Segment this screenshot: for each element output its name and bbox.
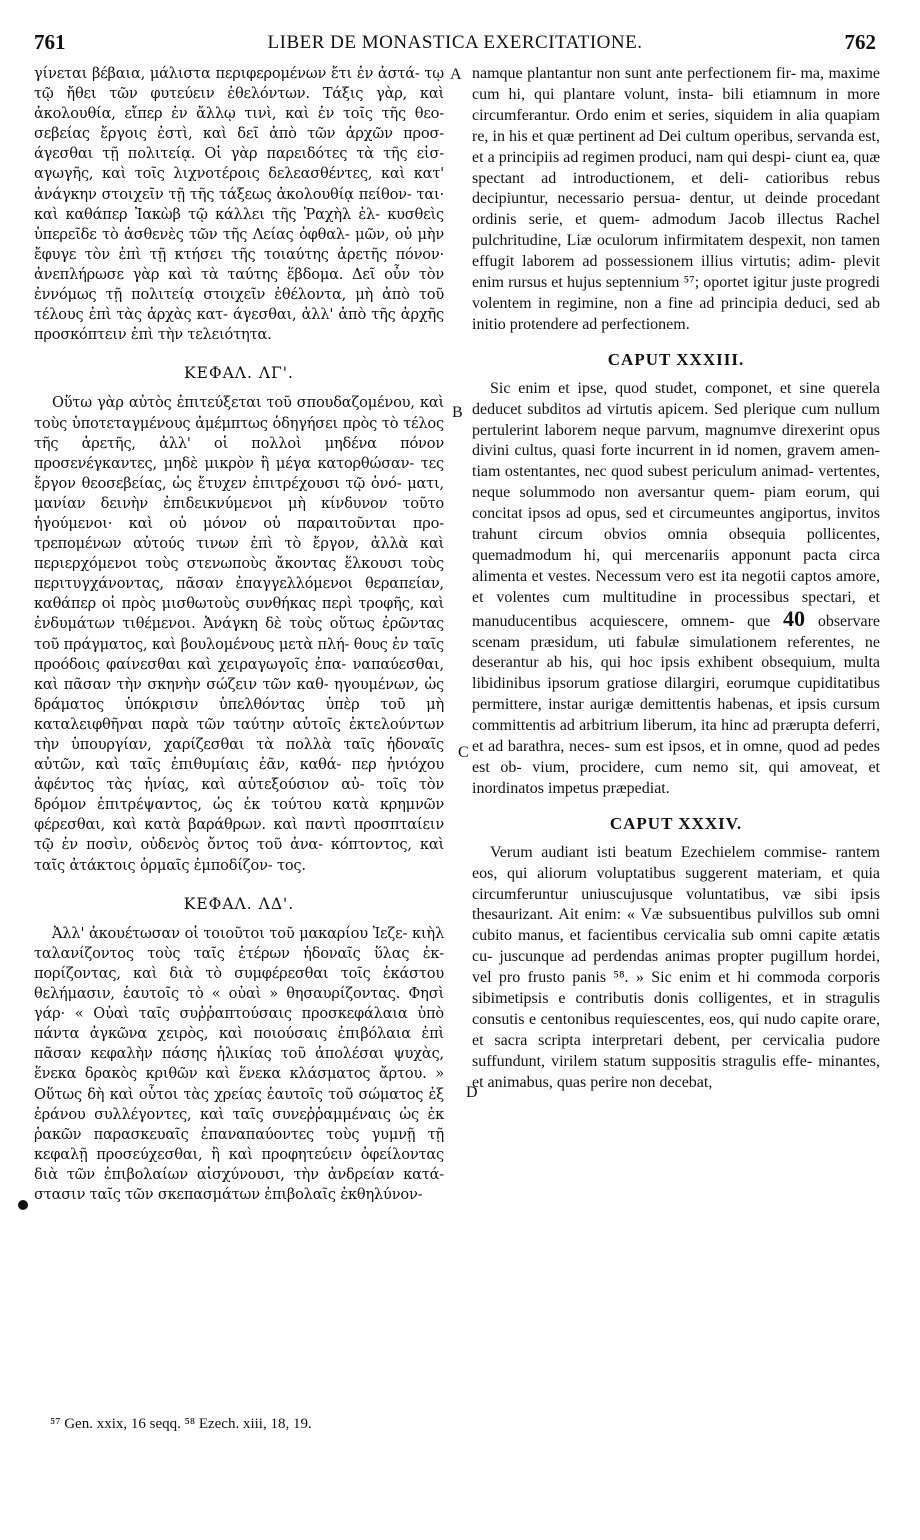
bullet-mark-icon: [18, 1200, 28, 1210]
running-title: LIBER DE MONASTICA EXERCITATIONE.: [267, 32, 643, 53]
latin-paragraph-2: [472, 379, 880, 800]
latin-paragraph-3: Verum audiant isti beatum Ezechielem commise- rantem eos, qui aliorum voluptatibus suggerent materiam, et quia circumferuntur uniuscujusque voluntatibus, væ sibi ipsis thesaurizant. Ait enim: « Væ subsuentibus pulvillos sub omni cubito manus, et facientibus cervicalia sub omni capite ætatis cu- juscunque ad perdendas animas propter pugillum hordei, vel pro frusto panis ⁵⁸. » Sic enim et hi commoda corporis sibimetipsis e contributis donis colligentes, et in stragulis consutis e centonibus requiescentes, eos, qui nudo capite orare, et sacra scripta interpretari debent, per cervicalia pudore suffundunt, virilem statum suppositis stragulis effe- minantes, et animabus, quas perire non decebat,: [472, 843, 880, 1091]
latin-paragraph-2a: Sic enim et ipse, quod studet, componet, et sine querela deducet subditos ad virtutis apicem. Sed plerique cum nullum pertulerint laborem neque parvum, magnumve direxerint opus divini cultus, quasi forte incurrent in id nomen, gravem amen- tiam ostentantes, nec quod subest periculum animad- vertentes, neque solummodo non aversantur quem- piam eorum, qui concitat ipsos ad opus, sed et circumeuntes angiportus, invitos trahunt circum obvios omnia obsequia pollicentes, quemadmodum hi, qui mercenariis apponunt pacta circa alimenta et vestes. Necessum vero est ita negotii captos amore, et volentes cum multitudine in processibus spectari, et manuducentibus acquiescere, omnem- que: [472, 379, 880, 630]
page-number-right: 762: [844, 30, 876, 54]
margin-letter-d: D: [466, 1084, 478, 1101]
margin-letter-a: A: [450, 66, 462, 83]
footnotes: ⁵⁷ Gen. xxix, 16 seqq. ⁵⁸ Ezech. xiii, 18, 19.: [50, 1416, 312, 1432]
page-header: [34, 30, 876, 60]
column-number: 40: [783, 605, 806, 631]
greek-chapter-heading-34: ΚΕΦΑΛ. ΛΔ'.: [183, 894, 295, 913]
greek-column: [34, 64, 444, 1205]
greek-chapter-heading-33: ΚΕΦΑΛ. ΛΓ'.: [184, 364, 294, 383]
latin-paragraph-1: namque plantantur non sunt ante perfectionem fir- ma, maxime cum hi, qui plantare volunt, insta- bili etiamnum in more circumferantur. Ordo enim et series, siquidem in alia quapiam re, in his et quæ pertinent ad Dei cultum operibus, servanda est, et a principiis ad regimen produci, nam qui despi- ciunt ea, quæ spectant ad introductionem, et deli- catioribus rebus decipiuntur, necessario persua- dentur, ut deinde procedant ordinis serie, et quem- admodum Jacob illectus Rachel pulchritudine, Liæ oculorum infirmitatem despexit, non tamen effugit laborem ad possessionem illius virtutis; adim- plevit enim rursus et hujus septennium ⁵⁷; oportet igitur juste progredi volentem in regimine, non a fine ad principia deduci, sed ab initio protendere ad perfectionem.: [472, 65, 880, 333]
latin-chapter-heading-33: CAPUT XXXIII.: [607, 349, 745, 369]
page-number-left: 761: [34, 30, 66, 54]
greek-paragraph-2: Οὕτω γὰρ αὐτὸς ἐπιτεύξεται τοῦ σπουδαζομένου, καὶ τοὺς ὑποτεταγμένους ἀμέμπτως ὁδηγήσει πρὸς τὸ τέλος τῆς ἀρετῆς, ἀλλ' οἱ πολλοὶ μηδένα πόνον προσενέγκαντες, μηδὲ μικρὸν ἢ μέγα κατορθώσαν- τες ἔργον θεοσεβείας, ὡς ἔτυχεν ἐπιτρέχουσι τῷ ὀνό- ματι, μανίαν δεινὴν ἐπιδεικνύμενοι μὴ κίνδυνον τοῦτο ἡγούμενοι· καὶ οὐ μόνον οὐ παραιτοῦνται προ- τρεπομένων αὐτούς τινων ἐπὶ τὸ ἔργον, ἀλλὰ καὶ περιερχόμενοι τοὺς στενωποὺς ἄκοντας ἕλκουσι τοὺς περιτυγχάνοντας, πᾶσαν ἐπαγγελλόμενοι θεραπείαν, καθάπερ οἱ πρὸς μισθωτοὺς συνθήκας περὶ τροφῆς, καὶ ἐνδυμάτων τιθέμενοι. Ἀνάγκη δὲ τοὺς οὕτως ἐρῶντας τοῦ πράγματος, καὶ βουλομένους μετὰ πλή- θους ἐν ταῖς προόδοις φαίνεσθαι καὶ χειραγωγοῖς ἐπα- ναπαύεσθαι, καὶ πᾶσαν τὴν σκηνὴν σώζειν τῶν καθ- ηγουμένων, ὡς δράματος ὑπόκρισιν ὑπελθόντας ὑπὲρ τοῦ μὴ καταλειφθῆναι παρὰ τῶν ταύτην αὐτοῖς ἐκτελούντων τὴν ὑπουργίαν, χαρίζεσθαι τὰ πολλὰ ταῖς ἡδοναῖς αὐτῶν, καὶ ταῖς ἐπιθυμίαις ἐᾶν, καθά- περ ἡνιόχου ἀφέντος τὰς ἡνίας, καὶ αὐτεξούσιον αὐ- τοῖς τὸν δρόμον ἐπιτρέψαντος, ὡς ἐκ τούτου κατὰ κρημνῶν φέρεσθαι, καὶ κατὰ βαράθρων. καὶ παντὶ προσπταίειν τῷ ἐν ποσὶν, οὐδενὸς ὄντος τοῦ ἀνα- κόπτοντος, καὶ ταῖς ἀτάκτοις ὁρμαῖς ἐμποδίζον- τος.: [34, 394, 444, 874]
latin-column: [472, 64, 880, 1094]
latin-chapter-heading-34: CAPUT XXXIV.: [609, 813, 743, 833]
margin-letter-c: C: [458, 744, 469, 761]
margin-letter-b: B: [452, 404, 463, 421]
latin-paragraph-2b: observare scenam præsidum, uti fabulæ simulationem referentes, ne deserantur ab his, qui hoc ipsis exhibent obsequium, multa libidinibus ipsorum gratiose dilargiri, eorumque cupiditatibus permittere, instar aurigæ demittentis habenas, et ipsis cursum committentis ad arbitrium liberum, ita hinc ad prærupta deferri, et ad barathra, neces- sum est ipsos, et in omne, quod ad pedes est ob- vium, procidere, cum nemo sit, qui amoveat, et inordinatos impetus præpediat.: [472, 612, 880, 797]
greek-paragraph-1: γίνεται βέβαια, μάλιστα περιφερομένων ἔτι ἐν ἀστά- τῳ τῷ ἤθει τῶν φυτεύειν ἐθελόντων. Τάξις γὰρ, καὶ ἀκολουθία, εἴπερ ἐν ἄλλῳ τινὶ, καὶ ἐν τοῖς τῆς θεο- σεβείας ἔργοις ἐστὶ, καὶ δεῖ ἀπὸ τῶν ἀρχῶν προσ- άγεσθαι τῇ πολιτείᾳ. Οἱ γὰρ παρειδότες τὰ τῆς εἰσ- αγωγῆς, καὶ τοῖς λιχνοτέροις δελεασθέντες, καὶ κατ' ἀνάγκην στοιχεῖν τῇ τῆς τάξεως ἀκολουθίᾳ πείθον- ται· καὶ καθάπερ Ἰακὼβ τῷ κάλλει τῆς Ῥαχὴλ ἐλ- κυσθεὶς ὑπερεῖδε τὸ ἀσθενὲς τῶν τῆς Λείας ὀφθαλ- μῶν, οὐ μὴν ἔφυγε τὸν ἐπὶ τῇ κτήσει τῆς τοιαύτης ἀρετῆς πόνον· ἀνεπλήρωσε γὰρ καὶ τὰ ταύτης ἕβδομα. Δεῖ οὖν τὸν ἐννόμως τῇ πολιτείᾳ στοιχεῖν ἐθέλοντα, μὴ ἀπὸ τοῦ τέλους ἐπὶ τὰς ἀρχὰς κατ- άγεσθαι, ἀλλ' ἀπὸ τῆς ἀρχῆς προσκόπτειν ἐπὶ τὴν τελειότητα.: [34, 65, 444, 344]
greek-paragraph-3: Ἀλλ' ἀκουέτωσαν οἱ τοιοῦτοι τοῦ μακαρίου Ἰεζε- κιὴλ ταλανίζοντος τοὺς ταῖς ἑτέρων ἡδοναῖς ὕλας ἐκ- πορίζοντας, καὶ διὰ τὸ συμφέρεσθαι τοῖς ἑκάστου θελήμασιν, ἑαυτοῖς τὸ « οὐαὶ » θησαυρίζοντας. Φησὶ γάρ· « Οὐαὶ ταῖς συῤῥαπτούσαις προσκεφάλαια ὑπὸ πάντα ἀγκῶνα χειρὸς, καὶ ποιούσαις ἐπιβόλαια ἐπὶ πᾶσαν κεφαλὴν πάσης ἡλικίας τοῦ ἀπολέσαι ψυχὰς, ἕνεκα δρακὸς κριθῶν καὶ ἕνεκα κλάσματος ἄρτου. » Οὕτως δὴ καὶ οὗτοι τὰς χρείας ἑαυτοῖς τοῦ σώματος ἐξ ἐράνου συλλέγοντες, καὶ ταῖς συνεῤῥαμμέναις ὡς ἐκ ῥακῶν παρασκευαῖς ἐπαναπαύοντες τοὺς γυμνῇ τῇ κεφαλῇ προσεύχεσθαι, ἢ καὶ προφητεύειν ὀφείλοντας διὰ τῶν ἐπιβολαίων αἰσχύνουσι, τὴν ἀνδρείαν κατά- στασιν ταῖς τῶν σκεπασμάτων ἐπιβολαῖς ἐκθηλύνον-: [34, 924, 444, 1203]
